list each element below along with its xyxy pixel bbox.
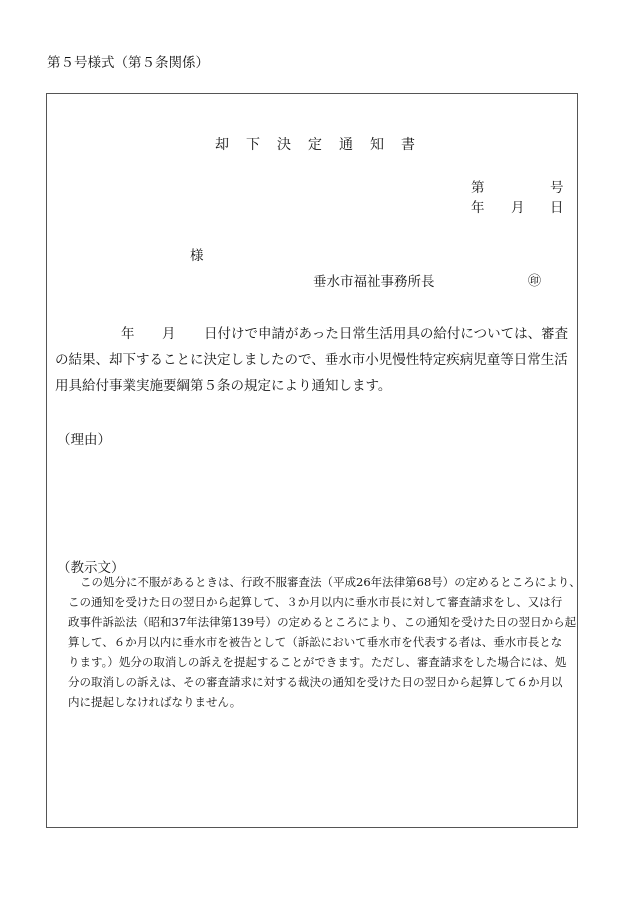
- instruction-line: 内に提起しなければなりません。: [68, 695, 242, 709]
- date-year: 年: [471, 200, 485, 216]
- body-line-2: の結果、却下することに決定しましたので、垂水市小児慢性特定疾病児童等日常生活: [55, 352, 568, 368]
- body-month: 月: [162, 326, 176, 342]
- body-line-1: 日付けで申請があった日常生活用具の給付については、審査: [204, 326, 569, 342]
- date-month: 月: [511, 200, 525, 216]
- instruction-line: この処分に不服があるときは、行政不服審査法（平成26年法律第68号）の定めるところにより、: [80, 575, 581, 589]
- body-line-3: 用具給付事業実施要綱第５条の規定により通知します。: [55, 378, 392, 394]
- instruction-line: 算して、６か月以内に垂水市を被告として（訴訟において垂水市を代表する者は、垂水市長とな: [68, 635, 563, 649]
- sender-name: 垂水市福祉事務所長: [313, 274, 435, 290]
- body-year: 年: [121, 326, 135, 342]
- form-label: 第５号様式（第５条関係）: [47, 55, 209, 71]
- instruction-line: ります。）処分の取消しの訴えを提起することができます。ただし、審査請求をした場合には、処: [68, 655, 567, 669]
- instruction-line: この通知を受けた日の翌日から起算して、３か月以内に垂水市長に対して審査請求をし、又は行: [68, 595, 563, 609]
- instruction-heading: （教示文）: [57, 560, 125, 576]
- seal-mark: ㊞: [528, 274, 542, 289]
- number-prefix: 第: [471, 180, 485, 196]
- notice-frame: [46, 93, 578, 828]
- reason-heading: （理由）: [57, 432, 111, 448]
- number-suffix: 号: [550, 180, 564, 196]
- instruction-line: 分の取消しの訴えは、その審査請求に対する裁決の通知を受けた日の翌日から起算して６か月以: [68, 675, 563, 689]
- document-title: 却下決定通知書: [215, 137, 432, 153]
- recipient-suffix: 様: [190, 248, 204, 264]
- instruction-line: 政事件訴訟法（昭和37年法律第139号）の定めるところにより、この通知を受けた日の翌日から起: [68, 615, 577, 629]
- date-day: 日: [550, 200, 564, 216]
